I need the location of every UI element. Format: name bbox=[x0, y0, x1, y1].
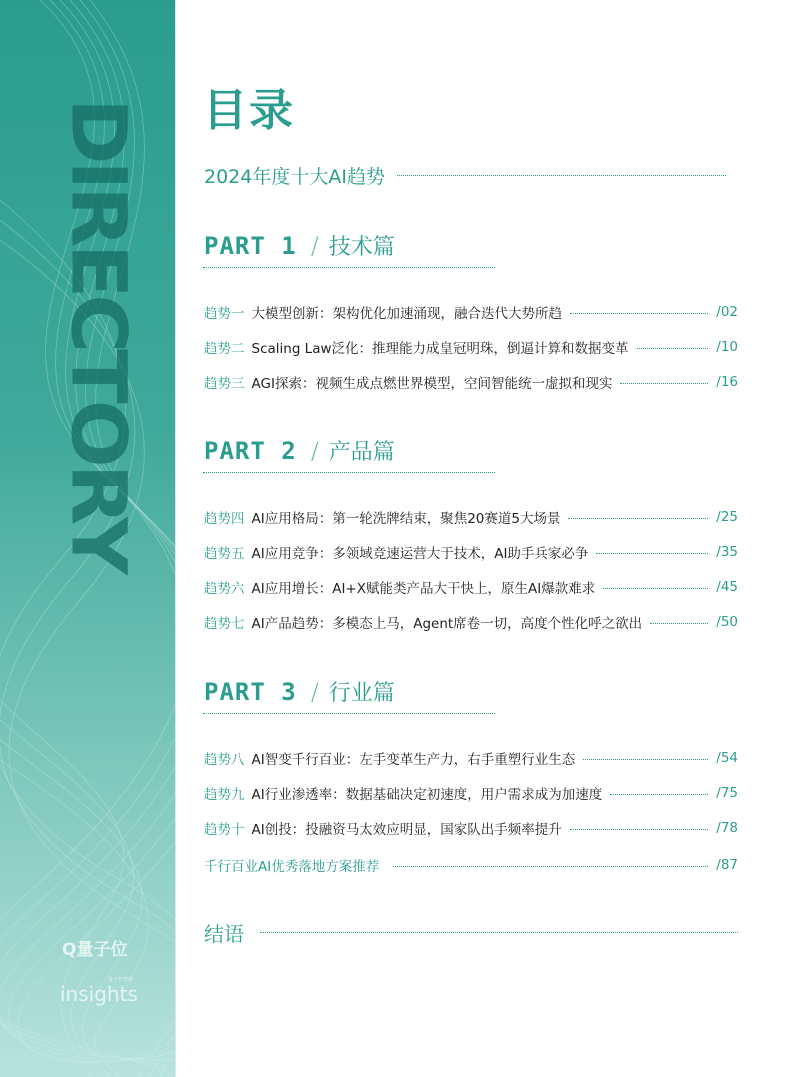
trend-title: AGI探索：视频生成点燃世界模型，空间智能统一虚拟和现实 bbox=[251, 376, 613, 392]
page-title: 目录 bbox=[203, 85, 295, 136]
ending-title: 结语 bbox=[204, 922, 244, 946]
toc-entry[interactable] bbox=[204, 818, 738, 838]
brand-logo: Q量子位 bbox=[62, 940, 128, 960]
dotted-leader bbox=[620, 383, 708, 384]
directory-vertical-text: DIRECTORY bbox=[54, 98, 143, 571]
page-number: /87 bbox=[716, 857, 738, 873]
part-number: PART 1 bbox=[204, 232, 297, 260]
part-name: 技术篇 bbox=[328, 235, 395, 260]
insights-logo: insights bbox=[60, 982, 138, 1006]
page-number: /50 bbox=[716, 614, 738, 630]
trend-label: 趋势三 bbox=[204, 376, 245, 392]
page-number: /78 bbox=[716, 820, 738, 836]
toc-entry[interactable] bbox=[204, 783, 738, 803]
trend-label: 趋势七 bbox=[204, 616, 245, 632]
dotted-leader bbox=[570, 313, 708, 314]
trend-label: 趋势一 bbox=[204, 306, 245, 322]
dotted-leader bbox=[397, 175, 726, 176]
dotted-leader bbox=[393, 866, 708, 867]
trend-title: AI应用增长：AI+X赋能类产品大干快上，原生AI爆款难求 bbox=[251, 581, 596, 597]
part-underline bbox=[203, 267, 495, 268]
dotted-leader bbox=[610, 794, 708, 795]
toc-entry[interactable] bbox=[204, 372, 738, 392]
dotted-leader bbox=[596, 553, 708, 554]
section-heading-row bbox=[204, 162, 726, 189]
page-number: /02 bbox=[716, 304, 738, 320]
trend-title: Scaling Law泛化：推理能力成皇冠明珠，倒逼计算和数据变革 bbox=[251, 341, 629, 357]
trend-title: AI应用格局：第一轮洗牌结束，聚焦20赛道5大场景 bbox=[251, 511, 561, 527]
dotted-leader bbox=[568, 518, 708, 519]
page-number: /54 bbox=[716, 750, 738, 766]
page-number: /35 bbox=[716, 544, 738, 560]
toc-entry[interactable] bbox=[204, 337, 738, 357]
page-number: /75 bbox=[716, 785, 738, 801]
dotted-leader bbox=[583, 759, 708, 760]
part-slash: / bbox=[310, 678, 319, 706]
extra-title: 千行百业AI优秀落地方案推荐 bbox=[204, 859, 380, 875]
toc-entry[interactable] bbox=[204, 302, 738, 322]
part-number: PART 3 bbox=[204, 678, 297, 706]
trend-label: 趋势九 bbox=[204, 787, 245, 803]
part-name: 产品篇 bbox=[328, 440, 395, 465]
dotted-leader bbox=[260, 932, 738, 933]
part-underline bbox=[203, 713, 495, 714]
toc-entry[interactable] bbox=[204, 612, 738, 632]
part-number: PART 2 bbox=[204, 437, 297, 465]
trend-title: AI创投：投融资马太效应明显，国家队出手频率提升 bbox=[251, 822, 562, 838]
ending-row[interactable] bbox=[204, 918, 738, 947]
toc-entry[interactable] bbox=[204, 542, 738, 562]
part-name: 行业篇 bbox=[328, 681, 395, 706]
page-number: /10 bbox=[716, 339, 738, 355]
trend-title: AI智变千行百业：左手变革生产力，右手重塑行业生态 bbox=[251, 752, 576, 768]
trend-title: 大模型创新：架构优化加速涌现，融合迭代大势所趋 bbox=[251, 306, 562, 322]
trend-title: AI产品趋势：多模态上马，Agent席卷一切，高度个性化呼之欲出 bbox=[251, 616, 643, 632]
brand-logo-small-text: 量子位智库 bbox=[108, 977, 134, 983]
trend-title: AI应用竞争：多领域竞速运营大于技术，AI助手兵家必争 bbox=[251, 546, 589, 562]
dotted-leader bbox=[603, 588, 708, 589]
dotted-leader bbox=[570, 829, 709, 830]
part-slash: / bbox=[310, 232, 319, 260]
trend-title: AI行业渗透率：数据基础决定初速度，用户需求成为加速度 bbox=[251, 787, 603, 803]
trend-label: 趋势二 bbox=[204, 341, 245, 357]
page-number: /45 bbox=[716, 579, 738, 595]
trend-label: 趋势四 bbox=[204, 511, 245, 527]
trend-label: 趋势十 bbox=[204, 822, 245, 838]
toc-entry-extra[interactable] bbox=[204, 855, 738, 875]
toc-entry[interactable] bbox=[204, 507, 738, 527]
trend-label: 趋势八 bbox=[204, 752, 245, 768]
part-1-heading bbox=[204, 230, 395, 261]
trend-label: 趋势五 bbox=[204, 546, 245, 562]
page-number: /16 bbox=[716, 374, 738, 390]
section-heading: 2024年度十大AI趋势 bbox=[204, 166, 385, 188]
part-slash: / bbox=[310, 437, 319, 465]
page-number: /25 bbox=[716, 509, 738, 525]
toc-entry[interactable] bbox=[204, 748, 738, 768]
part-underline bbox=[203, 472, 495, 473]
toc-entry[interactable] bbox=[204, 577, 738, 597]
dotted-leader bbox=[637, 348, 709, 349]
trend-label: 趋势六 bbox=[204, 581, 245, 597]
dotted-leader bbox=[650, 623, 708, 624]
part-3-heading bbox=[204, 676, 395, 707]
part-2-heading bbox=[204, 435, 395, 466]
